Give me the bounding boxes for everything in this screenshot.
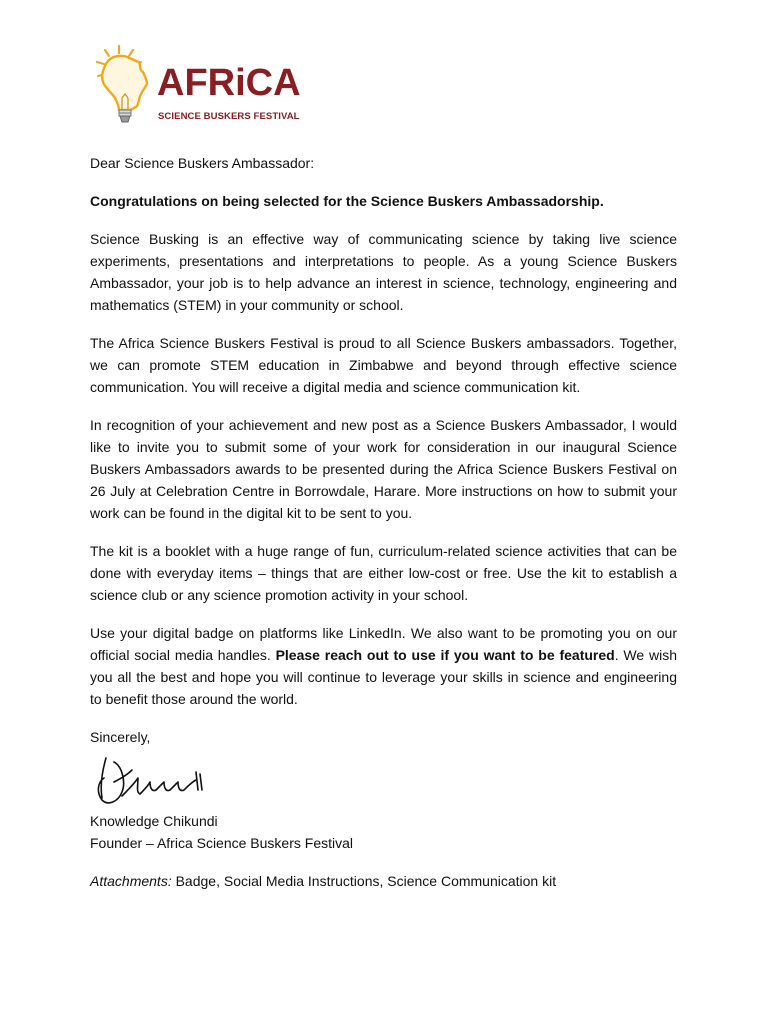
headline: Congratulations on being selected for the Science Buskers Ambassadorship. [90,193,604,209]
festival-logo [95,44,301,134]
paragraph-1: Science Busking is an effective way of communicating science by taking live science experiments, presentations and interpretations to people. As a young Science Buskers Ambassador, your job is to help advance an interest in science, technology, engineering and mathematics (STEM) in your community or school. [90,231,677,313]
attachments-list: Badge, Social Media Instructions, Science Communication kit [171,873,557,889]
paragraph-4: The kit is a booklet with a huge range of fun, curriculum-related science activities that can be done with everyday items – things that are either low-cost or free. Use the kit to establish a science club or any science promotion activity in your school. [90,543,677,603]
logo-wordmark: AFRiCA [157,62,301,104]
salutation: Dear Science Buskers Ambassador: [90,155,315,171]
paragraph-5 [90,622,677,710]
signer-name: Knowledge Chikundi [90,813,218,829]
attachments [90,870,677,892]
signer-title: Founder – Africa Science Buskers Festival [90,835,354,851]
paragraph-3: In recognition of your achievement and new post as a Science Buskers Ambassador, I would like to invite you to submit some of your work for consideration in our inaugural Science Buskers Ambassadors awards to be presented during the Africa Science Buskers Festival on 26 July at Celebration Centre in Borrowdale, Harare. More instructions on how to submit your work can be found in the digital kit to be sent to you. [90,417,677,521]
paragraph-5-start: Use your digital badge on platforms like LinkedIn. We also want to be promoting you on our official social media handles. [90,625,677,663]
paragraph-2: The Africa Science Buskers Festival is proud to all Science Buskers ambassadors. Together, we can promote STEM education in Zimbabwe and beyond through effective science communication. You will receive a digital media and science communication kit. [90,335,677,395]
paragraph-5-end: . We wish you all the best and hope you will continue to leverage your skills in science and engineering to benefit those around the world. [90,647,677,707]
signature-icon [92,752,212,808]
attachments-label: Attachments: [90,873,172,889]
featured-callout: Please reach out to use if you want to be featured [275,647,615,663]
lightbulb-africa-icon [95,44,165,134]
logo-subtitle: SCIENCE BUSKERS FESTIVAL [158,111,300,122]
letter-body [90,152,677,892]
closing: Sincerely, [90,729,151,745]
